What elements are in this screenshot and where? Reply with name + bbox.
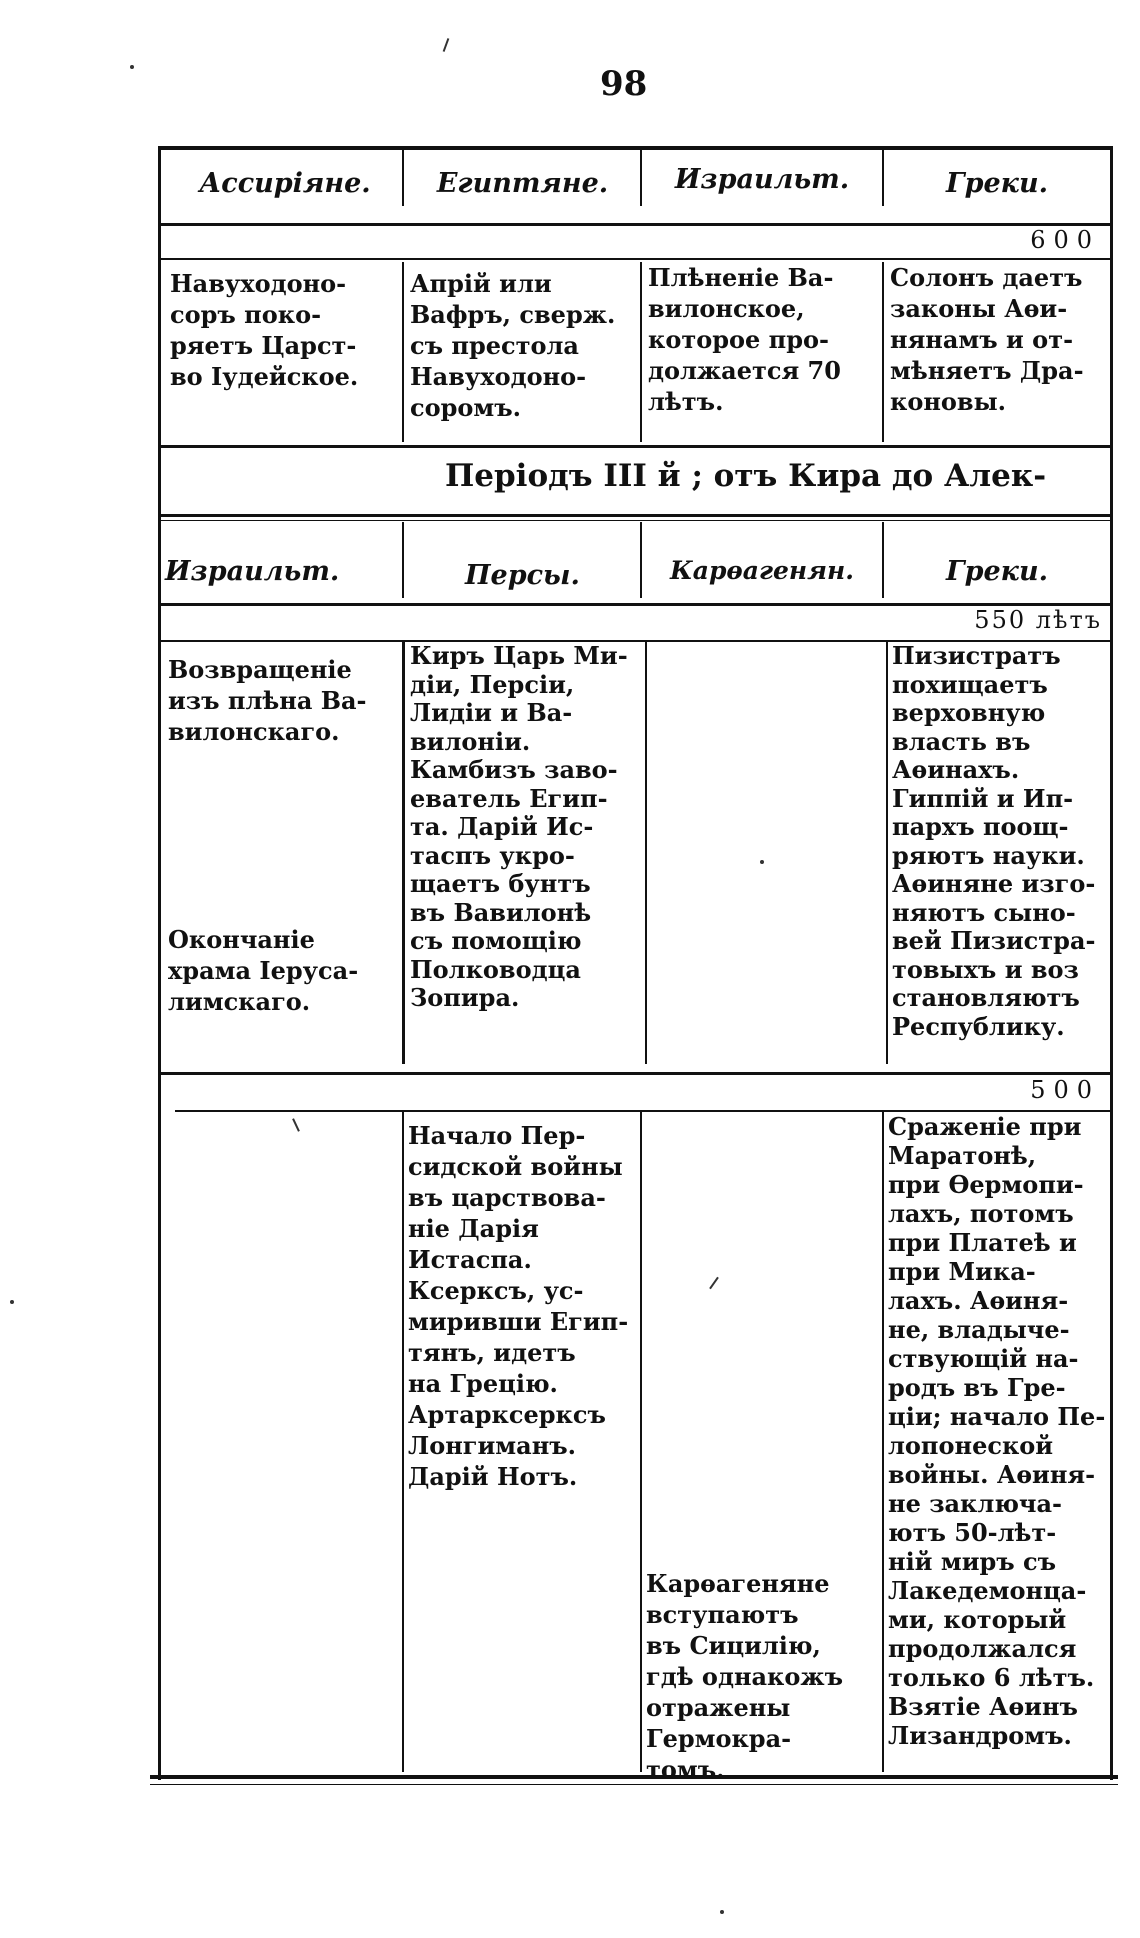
- table-bottom-border: [150, 1775, 1118, 1779]
- header-divider: [402, 522, 404, 598]
- column-header-assyrians: Ассиріяне.: [199, 168, 371, 199]
- cell-greeks: [890, 262, 1108, 417]
- column-header-egyptians: Египтяне.: [436, 168, 609, 199]
- cell-israelites-temple: [168, 924, 400, 1017]
- column-divider: [640, 262, 642, 442]
- cell-persians: [408, 1120, 638, 1492]
- header-divider: [402, 150, 404, 206]
- column-header-greeks: Греки.: [945, 168, 1048, 199]
- column-divider: [882, 1112, 884, 1772]
- section-rule: [160, 445, 1112, 448]
- period-title: Періодъ III й ; отъ Кира до Алек-: [445, 458, 1047, 494]
- period-rule-thin: [160, 520, 1112, 521]
- cell-greeks: [892, 642, 1108, 1041]
- scan-speck: [292, 1118, 300, 1132]
- page-number: 98: [600, 64, 648, 104]
- cell-text: Сраженіе при Маратонѣ, при Ѳермопи- лахъ, потомъ при Платеѣ и при Мика- лахъ. Аѳиня- не, владыче- ствующій на- родъ въ Гре- ціи; начало Пе- лопонеской войны. Аѳиня- не заключа- ютъ 50-лѣт- ній миръ съ Лакедемонца- ми, который продолжался только 6 лѣтъ. Взятіе Аѳинъ Лизандромъ.: [888, 1112, 1106, 1750]
- period-rule: [160, 514, 1112, 517]
- table-bottom-rule: [150, 1784, 1118, 1785]
- cell-text: Начало Пер- сидской войны въ царствова- ніе Дарія Истаспа. Ксерксъ, ус- миривши Егип- тянъ, идетъ на Грецію. Артарксерксъ Лонгиманъ. Дарій Нотъ.: [408, 1121, 629, 1491]
- cell-text: Киръ Царь Ми- діи, Персіи, Лидіи и Ва- вилоніи. Камбизъ заво- еватель Егип- та. Дарій Ис- таспъ укро- щаетъ бунтъ въ Вавилонѣ съ помощію Полководца Зопира.: [410, 641, 628, 1012]
- scan-speck: [130, 65, 134, 69]
- year-marker: 600: [1030, 226, 1100, 254]
- scan-speck: [720, 1910, 724, 1914]
- cell-text: Окончаніе храма Іеруса- лимскаго.: [168, 925, 359, 1016]
- column-header-persians: Персы.: [465, 560, 580, 591]
- cell-greeks: [888, 1112, 1108, 1750]
- cell-text: Плѣненіе Ва- вилонское, которое про- должается 70 лѣтъ.: [648, 263, 841, 416]
- scan-speck: [10, 1300, 14, 1304]
- column-header-israelites: Израильт.: [674, 164, 850, 195]
- cell-carthaginians: [646, 1568, 878, 1785]
- table-right-border: [1110, 146, 1113, 1780]
- cell-israelites: [648, 262, 880, 417]
- table-left-border: [158, 146, 161, 1780]
- section-rule: [160, 1072, 1112, 1075]
- column-divider: [645, 642, 647, 1064]
- year-marker: 500: [1030, 1076, 1100, 1104]
- column-divider: [882, 262, 884, 442]
- cell-text: Пизистратъ похищаетъ верховную власть въ Аѳинахъ. Гиппій и Ип- пархъ поощ- ряютъ науки. Аѳиняне изго- няютъ сыно- вей Пизистра- товыхъ и воз становляютъ Республику.: [892, 641, 1096, 1041]
- column-divider: [640, 1112, 642, 1772]
- scan-speck: [709, 1277, 719, 1290]
- column-header-israelites: Израильт.: [165, 556, 340, 587]
- column-divider: [886, 642, 888, 1064]
- cell-text: Солонъ даетъ законы Аѳи- нянамъ и от- мѣняетъ Дра- коновы.: [890, 263, 1084, 416]
- year-marker: 550 лѣтъ: [974, 606, 1102, 634]
- column-divider: [402, 1112, 404, 1772]
- scan-speck: [443, 38, 450, 52]
- cell-text: Возвращеніе изъ плѣна Ва- вилонскаго.: [168, 655, 367, 746]
- cell-assyrians: [170, 268, 400, 392]
- cell-persians: [410, 642, 642, 1013]
- cell-egyptians: [410, 268, 638, 423]
- column-header-greeks: Греки.: [945, 556, 1048, 587]
- cell-text: Апрій или Вафръ, сверж. съ престола Навуходоно- соромъ.: [410, 269, 616, 422]
- cell-text: Карѳагеняне вступаютъ въ Сицилію, гдѣ однакожъ отражены Гермокра- томъ.: [646, 1569, 844, 1784]
- column-divider: [402, 642, 405, 1064]
- cell-text: Навуходоно- соръ поко- ряетъ Царст- во Іудейское.: [170, 269, 359, 391]
- year-rule: [160, 258, 1112, 260]
- column-divider: [402, 262, 404, 442]
- table-top-border: [160, 146, 1112, 150]
- cell-israelites-return: [168, 654, 400, 747]
- scan-speck: [760, 860, 764, 864]
- column-header-carthaginians: Карѳагенян.: [670, 556, 854, 585]
